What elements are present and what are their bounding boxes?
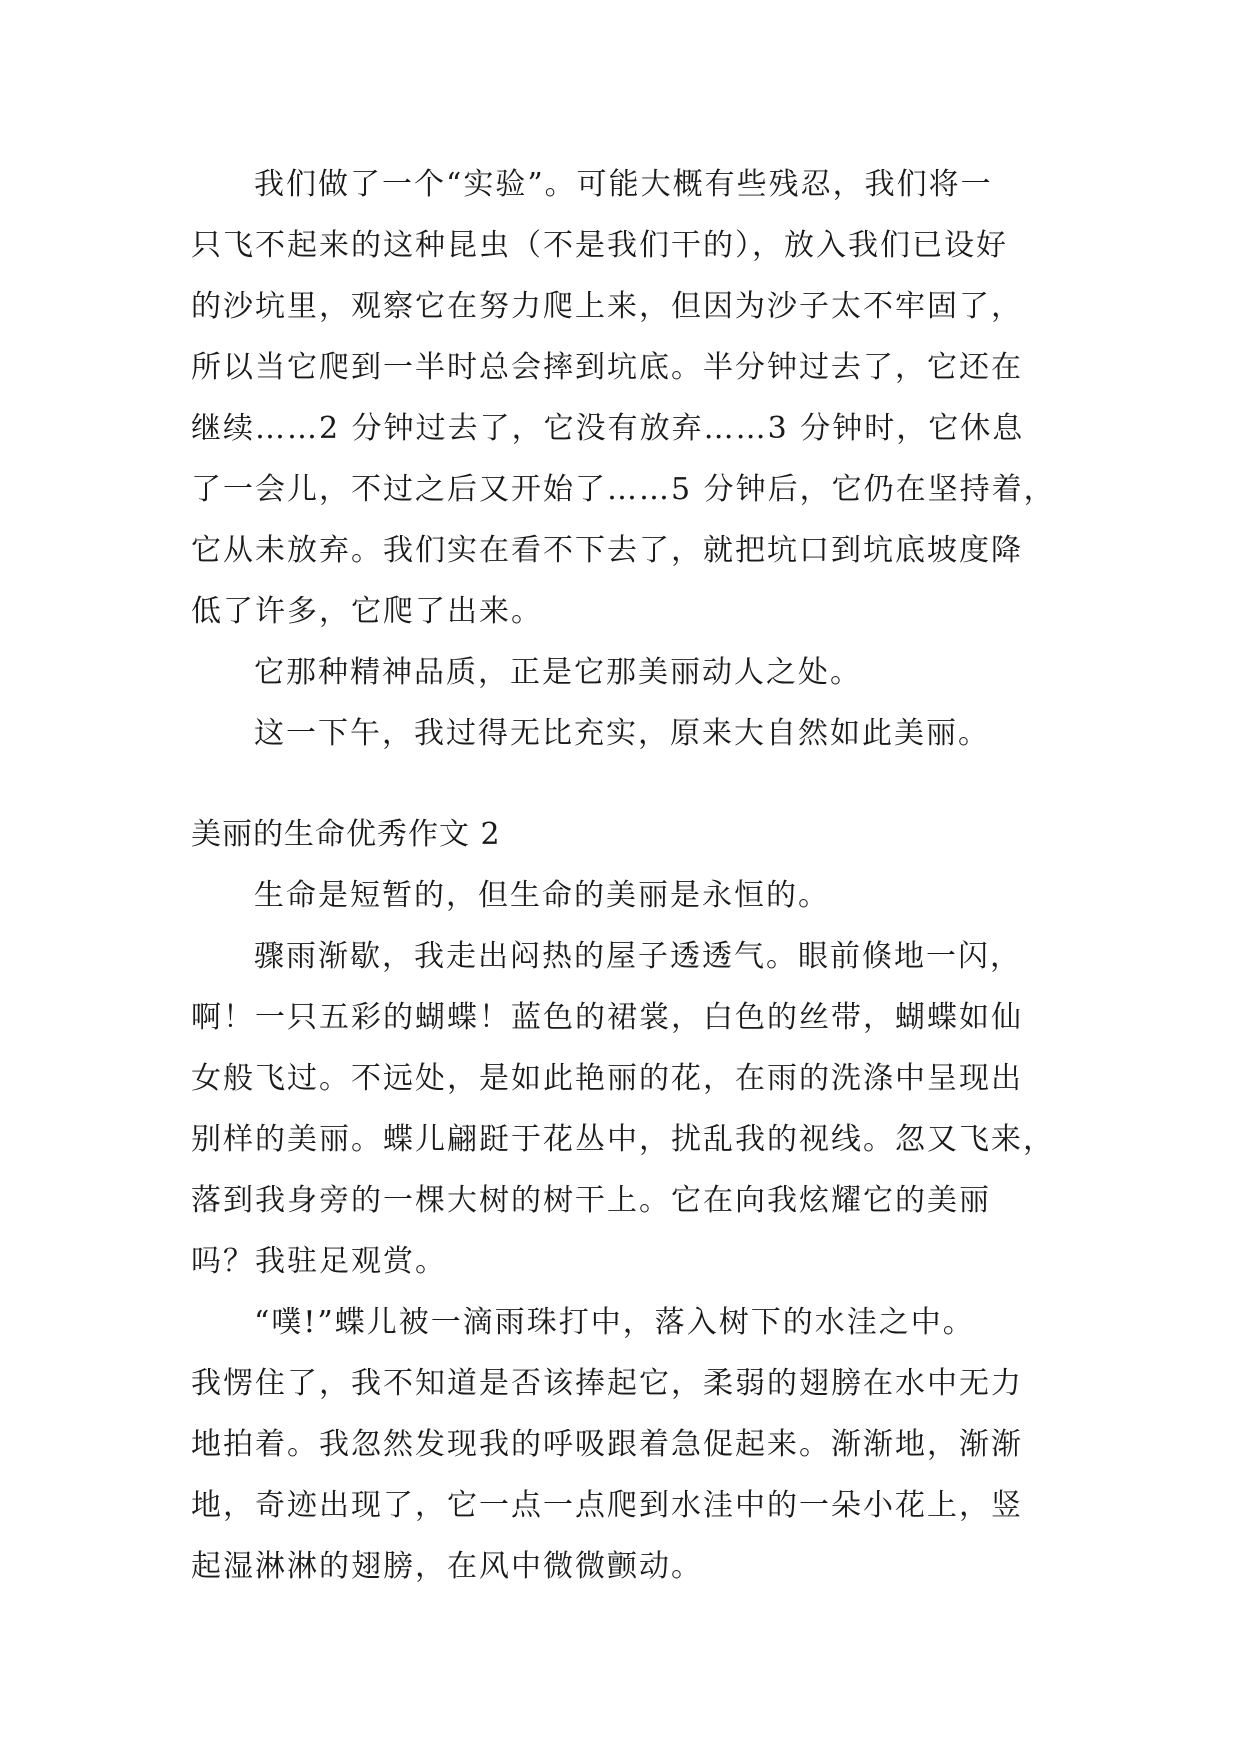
text-line: 骤雨渐歇，我走出闷热的屋子透透气。眼前倏地一闪， bbox=[254, 939, 1022, 974]
text-line: 吗？我驻足观赏。 bbox=[191, 1244, 447, 1279]
text-line: “噗!”蝶儿被一滴雨珠打中，落入树下的水洼之中。 bbox=[254, 1305, 975, 1340]
paragraph bbox=[191, 642, 1071, 703]
essay-1-body bbox=[191, 154, 1071, 764]
paragraph bbox=[191, 154, 1071, 642]
text-line: 的沙坑里，观察它在努力爬上来，但因为沙子太不牢固了， bbox=[191, 289, 1023, 324]
text-line: 落到我身旁的一棵大树的树干上。它在向我炫耀它的美丽 bbox=[191, 1183, 991, 1218]
text-line: 所以当它爬到一半时总会摔到坑底。半分钟过去了，它还在 bbox=[191, 350, 1023, 385]
text-line: 只飞不起来的这种昆虫（不是我们干的），放入我们已设好 bbox=[191, 228, 1008, 263]
text-line: 地拍着。我忽然发现我的呼吸跟着急促起来。渐渐地，渐渐 bbox=[191, 1427, 1023, 1462]
text-line: 这一下午，我过得无比充实，原来大自然如此美丽。 bbox=[254, 716, 990, 751]
text-line: 了一会儿，不过之后又开始了……5 分钟后，它仍在坚持着， bbox=[191, 472, 1056, 507]
essay-2-body bbox=[191, 865, 1071, 1597]
text-line: 低了许多，它爬了出来。 bbox=[191, 594, 543, 629]
text-line: 起湿淋淋的翅膀，在风中微微颤动。 bbox=[191, 1549, 703, 1584]
text-line: 继续……2 分钟过去了，它没有放弃……3 分钟时，它休息 bbox=[191, 411, 1025, 446]
essay-2-title: 美丽的生命优秀作文 2 bbox=[191, 817, 501, 852]
paragraph bbox=[191, 1292, 1071, 1597]
text-line: 地，奇迹出现了，它一点一点爬到水洼中的一朵小花上，竖 bbox=[191, 1488, 1023, 1523]
text-line: 我们做了一个“实验”。可能大概有些残忍，我们将一 bbox=[254, 167, 993, 202]
text-line: 它那种精神品质，正是它那美丽动人之处。 bbox=[254, 655, 862, 690]
paragraph bbox=[191, 703, 1071, 764]
text-line: 啊！一只五彩的蝴蝶！蓝色的裙裳，白色的丝带，蝴蝶如仙 bbox=[191, 1000, 1023, 1035]
paragraph bbox=[191, 926, 1071, 1292]
paragraph bbox=[191, 865, 1071, 926]
text-line: 别样的美丽。蝶儿翩跹于花丛中，扰乱我的视线。忽又飞来， bbox=[191, 1122, 1055, 1157]
text-line: 我愣住了，我不知道是否该捧起它，柔弱的翅膀在水中无力 bbox=[191, 1366, 1023, 1401]
text-line: 生命是短暂的，但生命的美丽是永恒的。 bbox=[254, 878, 830, 913]
text-line: 女般飞过。不远处，是如此艳丽的花，在雨的洗涤中呈现出 bbox=[191, 1061, 1023, 1096]
text-line: 它从未放弃。我们实在看不下去了，就把坑口到坑底坡度降 bbox=[191, 533, 1023, 568]
